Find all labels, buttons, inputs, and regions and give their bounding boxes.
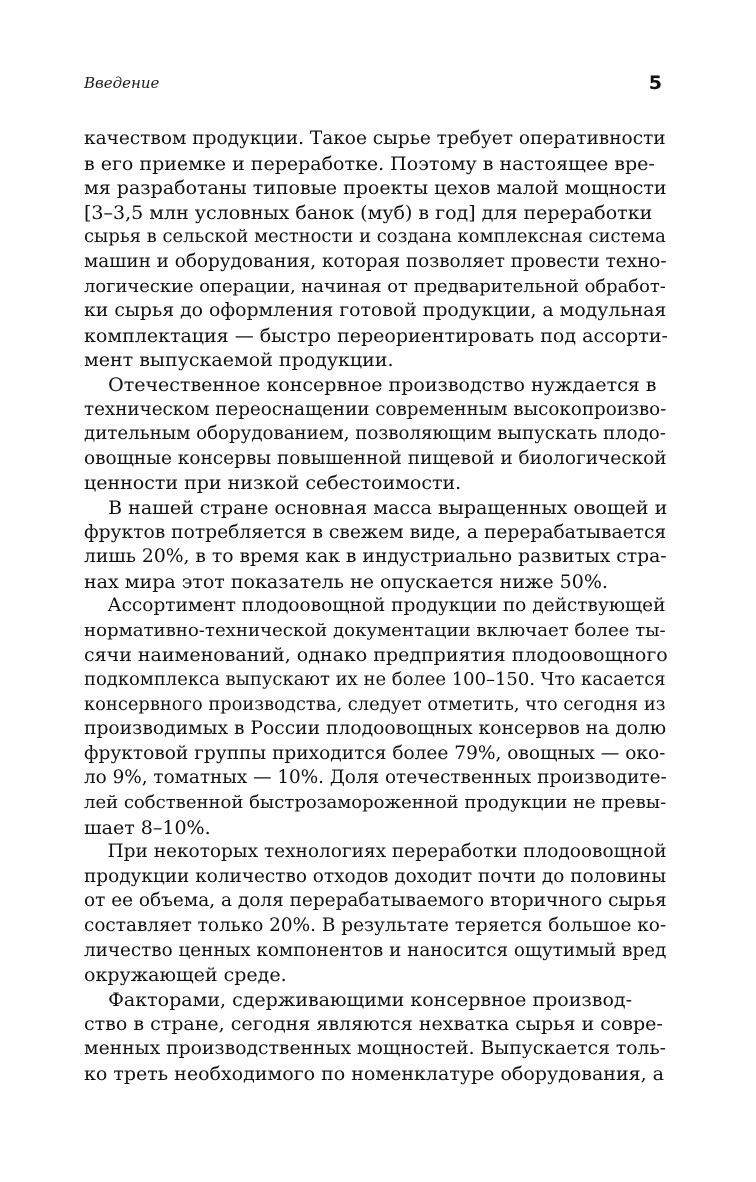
text-line: консервного производства, следует отметить, что сегодня из bbox=[84, 693, 666, 715]
text-line: дительным оборудованием, позволяющим выпускать плодо- bbox=[84, 423, 666, 445]
text-line: Факторами, сдерживающими консервное производ- bbox=[84, 988, 633, 1011]
text-line: окружающей среде. bbox=[84, 964, 287, 987]
text-line: фруктовой группы приходится более 79%, овощных — око- bbox=[84, 742, 666, 764]
text-line: лишь 20%, в то время как в индустриально развитых стра- bbox=[84, 546, 667, 568]
page-number: 5 bbox=[648, 72, 662, 94]
text-line: подкомплекса выпускают их не более 100–150. Что касается bbox=[84, 669, 666, 691]
text-line: производимых в России плодоовощных консервов на долю bbox=[84, 718, 667, 740]
text-line: сячи наименований, однако предприятия плодоовощного bbox=[84, 644, 668, 667]
text-line: техническом переоснащении современным высокопроизво- bbox=[84, 398, 667, 420]
text-line: фруктов потребляется в свежем виде, а перерабатывается bbox=[84, 521, 667, 543]
text-line: сырья в сельской местности и создана комплексная система bbox=[84, 226, 666, 248]
text-line: комплектация — быстро переориентировать под ассорти- bbox=[84, 324, 668, 347]
text-line: шает 8–10%. bbox=[84, 816, 211, 839]
text-line: в его приемке и переработке. Поэтому в настоящее вре- bbox=[84, 152, 655, 175]
text-line: лей собственной быстрозамороженной продукции не превы- bbox=[84, 792, 667, 814]
text-line: мент выпускаемой продукции. bbox=[84, 349, 394, 372]
text-line: Отечественное консервное производство нуждается в bbox=[84, 373, 657, 396]
text-line: ство в стране, сегодня являются нехватка сырья и совре- bbox=[84, 1013, 663, 1036]
page-header bbox=[84, 74, 662, 98]
text-line: ло 9%, томатных — 10%. Доля отечественных производите- bbox=[84, 767, 667, 789]
text-line: овощные консервы повышенной пищевой и биологической bbox=[84, 447, 667, 469]
text-line: нормативно-технической документации включает более ты- bbox=[84, 619, 666, 641]
text-line: При некоторых технологиях переработки плодоовощной bbox=[84, 841, 667, 863]
text-line: машин и оборудования, которая позволяет провести техно- bbox=[84, 250, 667, 272]
text-line: ко треть необходимого по номенклатуре оборудования, а bbox=[84, 1062, 665, 1085]
text-line: от ее объема, а доля перерабатываемого вторичного сырья bbox=[84, 890, 667, 912]
text-line: логические операции, начиная от предварительной обработ- bbox=[84, 275, 666, 297]
text-line: нах мира этот показатель не опускается ниже 50%. bbox=[84, 570, 608, 593]
text-line: личество ценных компонентов и наносится ощутимый вред bbox=[84, 939, 667, 961]
text-line: [3–3,5 млн условных банок (муб) в год] для переработки bbox=[84, 201, 653, 224]
text-line: мя разработаны типовые проекты цехов малой мощности bbox=[84, 177, 667, 200]
text-line: продукции количество отходов доходит почти до половины bbox=[84, 865, 667, 887]
running-head: Введение bbox=[84, 74, 160, 92]
text-line: ценности при низкой себестоимости. bbox=[84, 472, 462, 495]
text-line: составляет только 20%. В результате теряется большое ко- bbox=[84, 915, 667, 936]
text-line: В нашей стране основная масса выращенных овощей и bbox=[84, 496, 668, 519]
text-line: ки сырья до оформления готовой продукции, а модульная bbox=[84, 300, 667, 322]
text-line: менных производственных мощностей. Выпускается толь- bbox=[84, 1037, 666, 1059]
text-line: качеством продукции. Такое сырье требует оперативности bbox=[84, 128, 666, 149]
body-text bbox=[84, 127, 668, 1086]
text-line: Ассортимент плодоовощной продукции по действующей bbox=[84, 595, 666, 617]
